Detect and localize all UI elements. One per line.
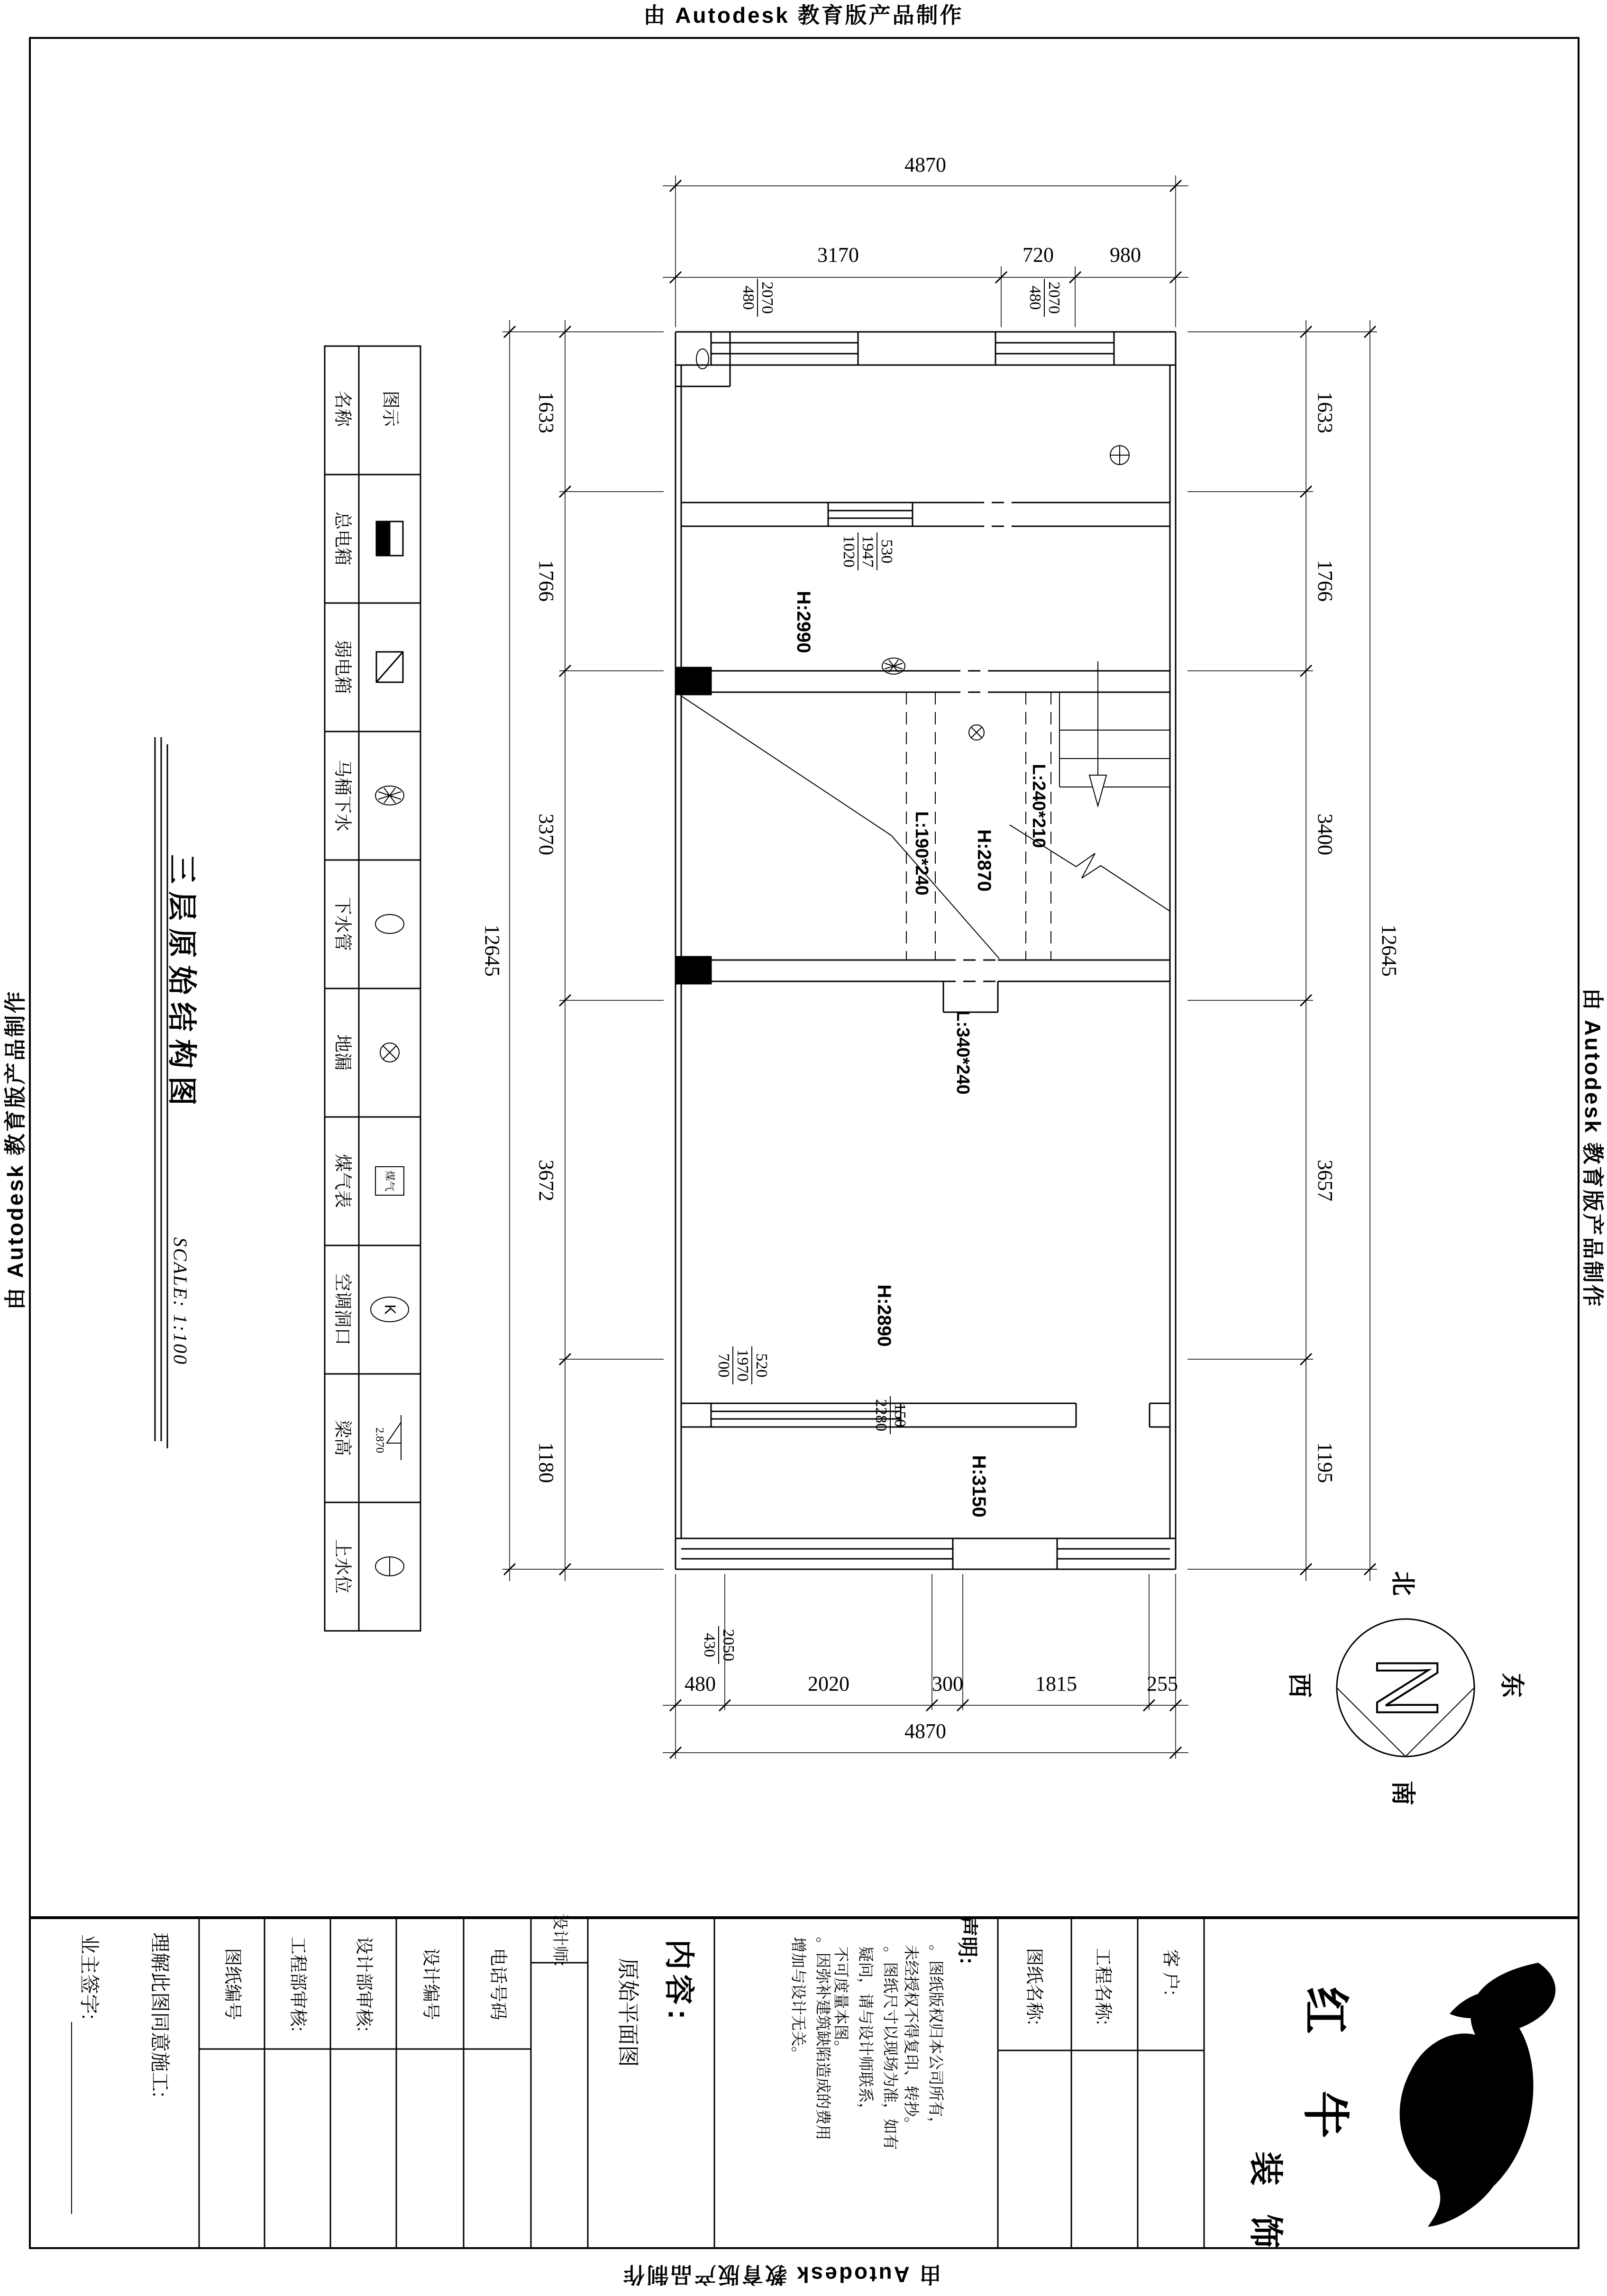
legend-symbols (371, 521, 409, 1576)
beam-height-icon-value: 2.870 (373, 1427, 386, 1453)
statement-line: 。图纸版权归本公司所有， (927, 1945, 945, 2132)
water-supply-icon (375, 1557, 404, 1576)
client-label: 客 户: (1160, 1949, 1180, 1995)
dim-label: 1180 (535, 1442, 558, 1483)
dim-label: 12645 (1378, 924, 1401, 977)
opening-dim-stack (700, 1626, 737, 1664)
beam-size-label: L:340*240 (952, 1010, 973, 1095)
dim-label: 4870 (904, 1719, 946, 1743)
dim-label: 480 (685, 1672, 716, 1695)
floor-drain-icon (969, 725, 984, 740)
banner-right: 由 Autodesk 教育版产品制作 (1580, 988, 1606, 1308)
stack-value: 1970 (733, 1346, 752, 1384)
dim-label: 1815 (1035, 1672, 1077, 1695)
low-voltage-box-icon (376, 652, 403, 682)
engineering-review-label: 工程部审核: (287, 1936, 308, 2032)
compass-east-label: 东 (1497, 1673, 1525, 1698)
room-height-label: H:2870 (974, 829, 995, 892)
content-value: 原始平面图 (616, 1958, 641, 2067)
stack-value: 2070 (1045, 282, 1063, 314)
toilet-drain-icon (882, 658, 905, 674)
opening-dim-stack (739, 279, 776, 317)
stack-value: 430 (700, 1626, 719, 1664)
stair-and-beams (681, 661, 1170, 960)
dimension-ticks (504, 180, 1376, 1758)
dim-label: 4870 (904, 153, 946, 176)
banner-bottom: 由 Autodesk 教育版产品制作 (621, 2262, 941, 2287)
owner-signature-label: 业主签字: (78, 1934, 101, 2020)
statement-line: 。图纸尺寸以现场为准，如有 (882, 1946, 899, 2150)
opening-dim-stack (714, 1346, 770, 1384)
legend-row-label: 地漏 (332, 1034, 352, 1071)
drawing-scale: SCALE: 1:100 (170, 1237, 191, 1366)
drain-pipe-icon (375, 915, 404, 933)
compass-south-label: 南 (1388, 1780, 1416, 1806)
statement-item (829, 1947, 903, 2150)
brand-name: 红牛 (1298, 1986, 1352, 2195)
legend-row-label: 空调洞口 (332, 1273, 352, 1346)
dim-label: 1766 (1314, 560, 1337, 602)
stack-value: 2280 (872, 1396, 891, 1434)
brand-suffix: 装饰 (1246, 2151, 1284, 2277)
toilet-drain-icon (375, 786, 404, 805)
dim-label: 3170 (817, 243, 859, 266)
banner-top: 由 Autodesk 教育版产品制作 (643, 2, 964, 27)
stack-value: 2070 (758, 282, 776, 314)
legend-row-label: 梁高 (332, 1419, 352, 1456)
design-number-label: 设计编号 (420, 1948, 440, 2021)
stack-value: 150 (891, 1403, 909, 1427)
stack-value: 480 (739, 279, 758, 317)
room-height-label: H:2990 (793, 591, 814, 653)
project-name-label: 工程名称: (1092, 1948, 1113, 2025)
dim-label: 3672 (535, 1160, 558, 1201)
legend-row-label: 弱电箱 (332, 640, 352, 695)
legend-row-label: 上水位 (332, 1539, 352, 1594)
statement-line: 未经授权不得复印、转抄。 (903, 1945, 920, 2132)
plan-symbols (696, 349, 1129, 740)
stack-value: 520 (753, 1353, 770, 1378)
statement-item (899, 1945, 948, 2132)
dim-label: 3370 (535, 814, 558, 855)
legend-row-label: 煤气表 (332, 1153, 352, 1208)
design-review-label: 设计部审核: (353, 1936, 374, 2032)
dim-label: 1633 (535, 392, 558, 433)
dim-label: 300 (932, 1672, 963, 1695)
legend-row-label: 马桶下水 (332, 759, 352, 832)
designer-label: 设计师: (550, 1913, 569, 1967)
opening-dim-stack (1026, 279, 1063, 317)
stack-value: 530 (878, 539, 895, 564)
dim-label: 3400 (1314, 814, 1337, 855)
dim-label: 1195 (1314, 1442, 1337, 1483)
ac-hole-icon-label: K (381, 1304, 399, 1315)
beam-height-icon (387, 1415, 401, 1460)
stack-value: 700 (714, 1346, 733, 1384)
statement-item (786, 1937, 835, 2140)
dimension-lines (502, 175, 1377, 1759)
dim-label: 720 (1023, 243, 1054, 266)
compass-west-label: 西 (1285, 1673, 1313, 1698)
dim-label: 255 (1147, 1672, 1178, 1695)
construction-consent-label: 理解此图同意施工: (149, 1932, 172, 2097)
page-title: 三层原始结构图 (165, 854, 198, 1114)
floor-drain-icon (380, 1043, 399, 1062)
brand-logo-icon (1400, 1963, 1556, 2227)
opening-dim-stack (840, 532, 895, 570)
stack-value: 480 (1026, 279, 1045, 317)
dim-label: 3657 (1314, 1160, 1337, 1201)
beam-size-label: L:190*240 (911, 811, 931, 896)
drawing-number-label: 图纸编号 (222, 1948, 242, 2021)
dim-label: 980 (1110, 243, 1141, 266)
statement-line: 不可度量本图。 (832, 1946, 850, 2056)
stack-value: 1947 (858, 532, 877, 570)
statement-line: 疑问，请与设计师联系， (857, 1946, 875, 2119)
opening-dim-stack (872, 1396, 909, 1434)
room-height-label: H:3150 (968, 1455, 989, 1518)
compass-n-letter: N (1358, 1656, 1456, 1720)
statement-title: 声明: (956, 1915, 979, 1965)
beam-size-label: L:240*210 (1028, 764, 1049, 848)
drawing-name-label: 图纸名称: (1023, 1948, 1044, 2025)
content-label: 内容: (662, 1939, 696, 2024)
phone-number-label: 电话号码 (487, 1948, 508, 2021)
legend-header-symbol: 图示 (380, 390, 400, 427)
gas-meter-icon-label: 煤气 (383, 1170, 396, 1192)
stack-value: 2050 (720, 1629, 737, 1661)
legend-header-name: 名称 (332, 390, 352, 427)
water-supply-icon (1110, 446, 1129, 465)
compass-north-label: 北 (1388, 1571, 1416, 1596)
drain-pipe-icon (696, 349, 709, 369)
banner-left: 由 Autodesk 教育版产品制作 (2, 989, 27, 1310)
legend-row-label: 总电箱 (332, 511, 352, 566)
stack-value: 1020 (840, 532, 858, 570)
room-height-label: H:2890 (874, 1284, 895, 1347)
dim-label: 12645 (481, 924, 504, 977)
dim-label: 1633 (1314, 392, 1337, 433)
compass-icon (1337, 1619, 1474, 1756)
statement-line: 增加与设计无关。 (790, 1937, 807, 2062)
dim-label: 2020 (808, 1672, 849, 1695)
main-power-box-icon (376, 521, 403, 556)
legend-row-label: 下水管 (332, 896, 352, 951)
dim-label: 1766 (535, 560, 558, 602)
statement-line: 。因弥补建筑缺陷造成的费用 (814, 1937, 832, 2140)
